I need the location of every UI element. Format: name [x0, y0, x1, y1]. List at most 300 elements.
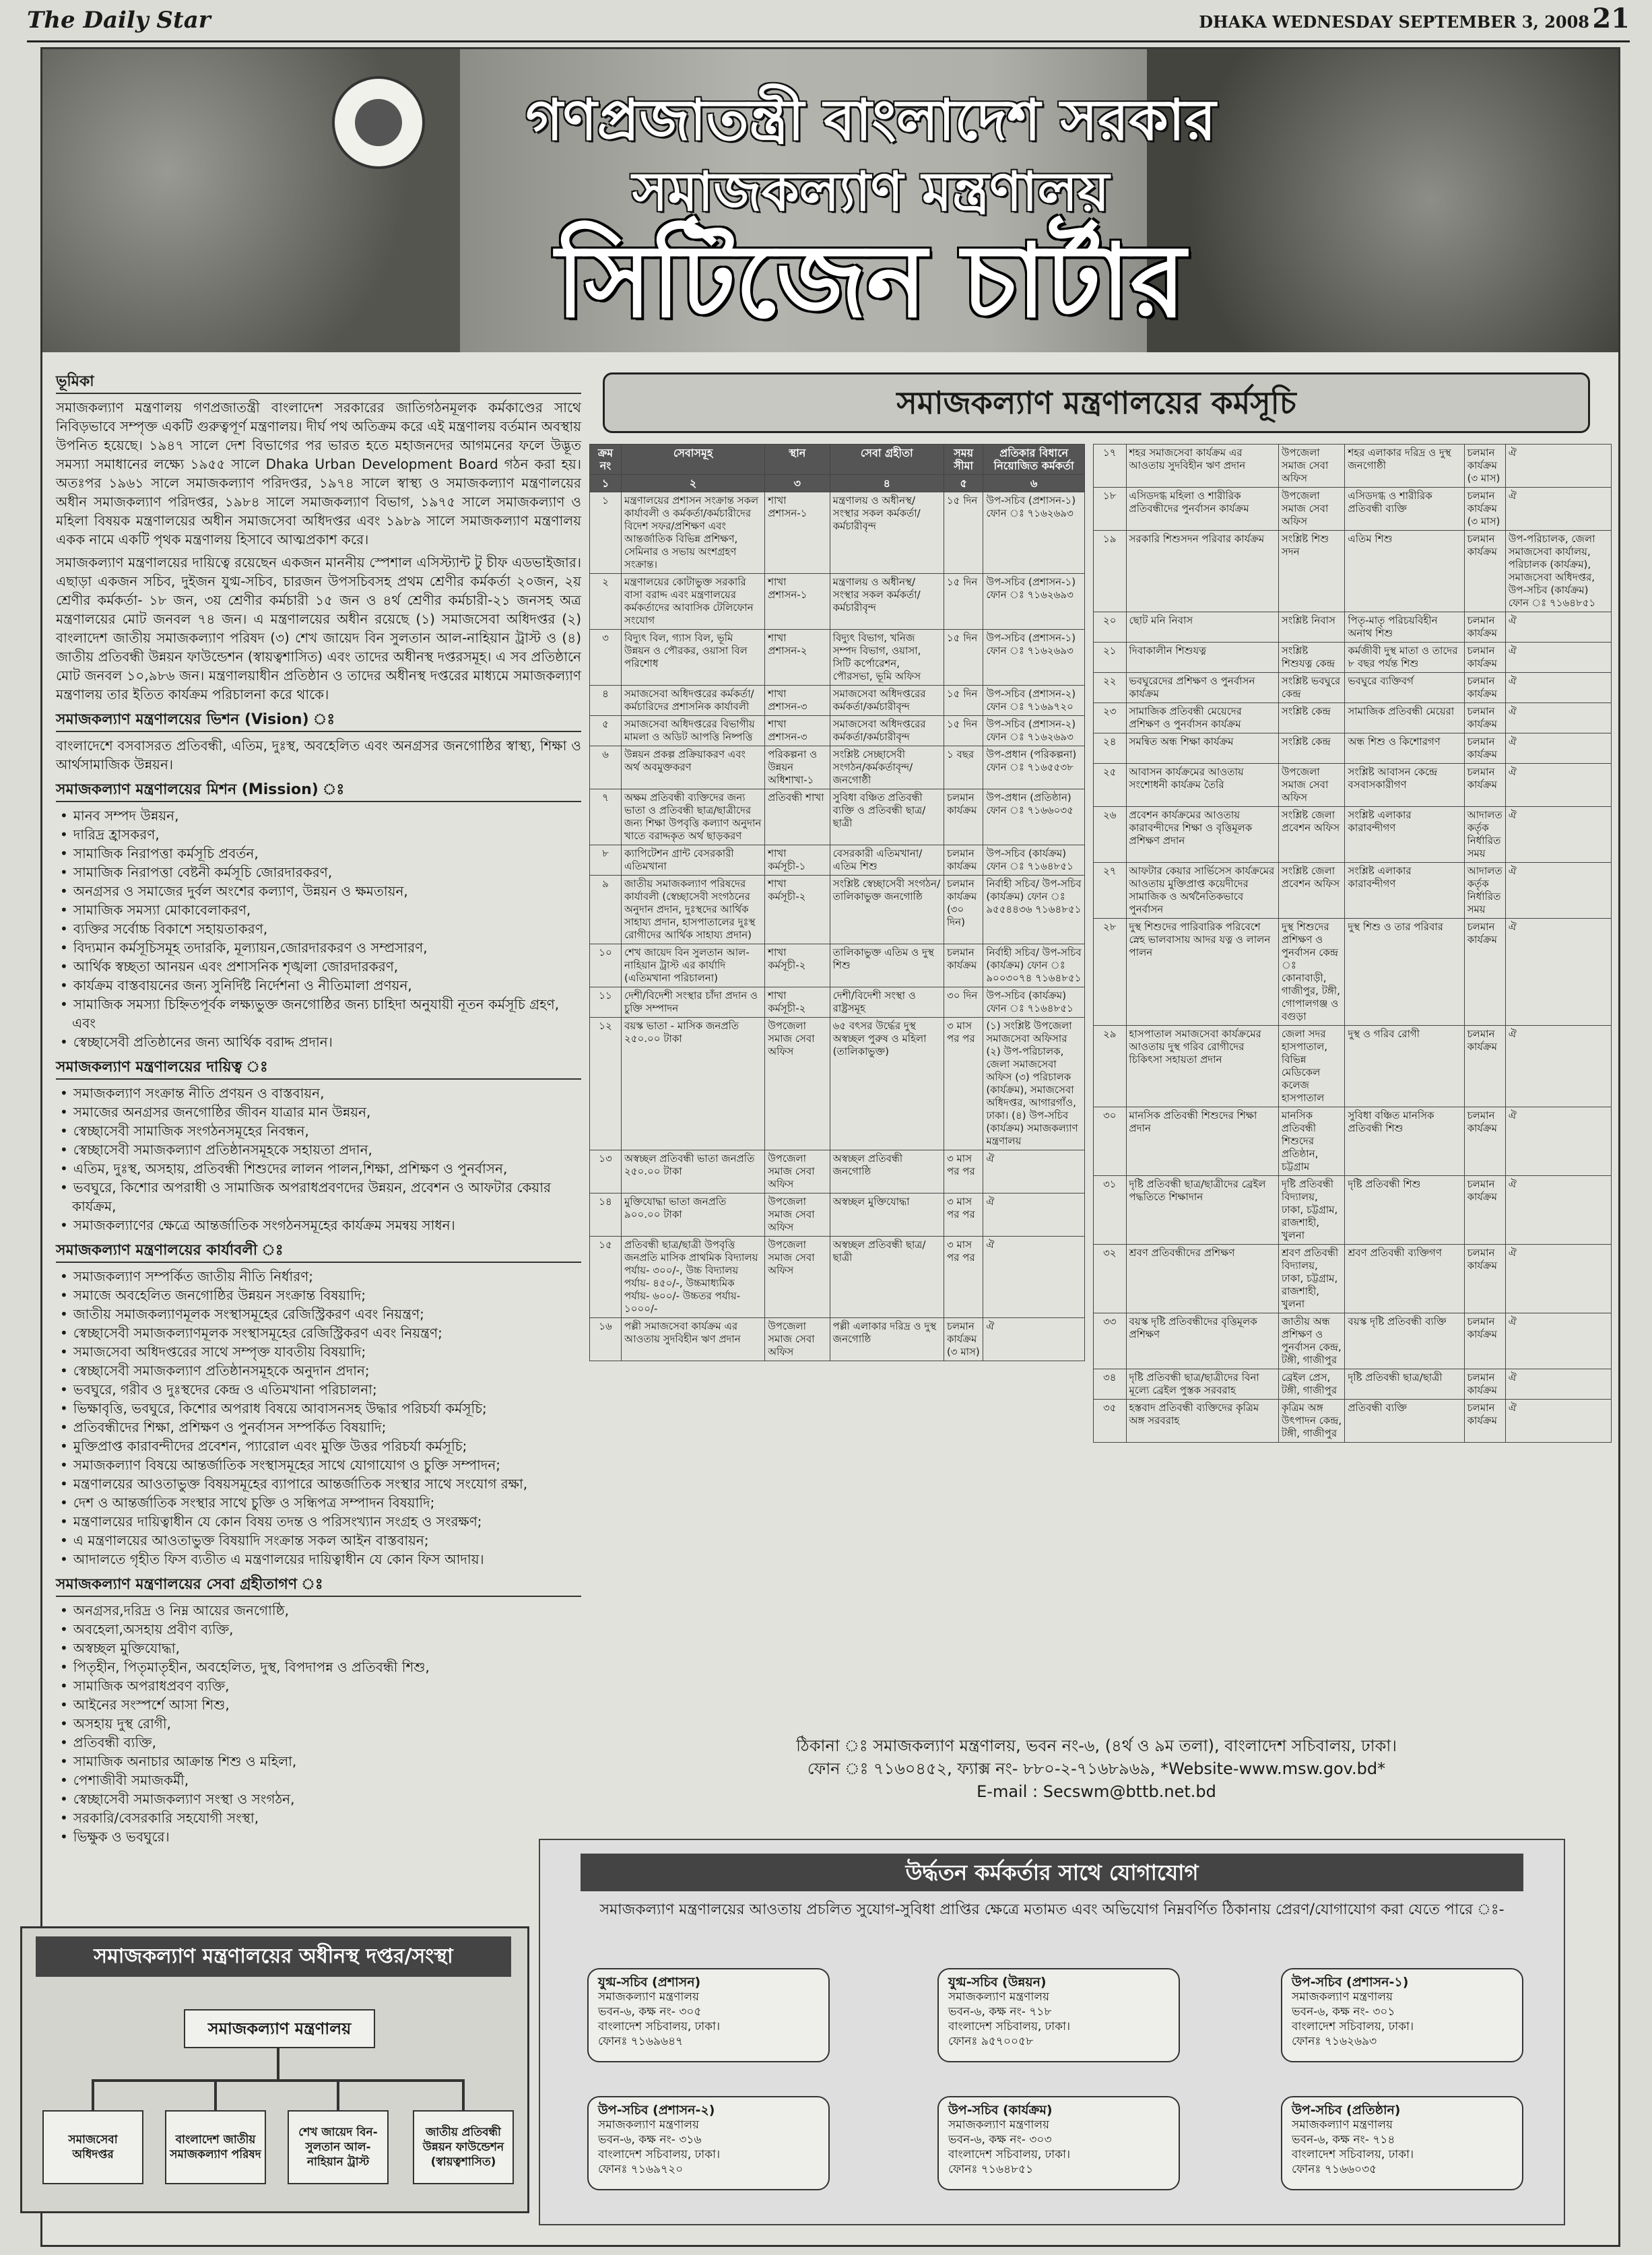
- table-cell: দেশী/বিদেশী সংস্থার চাঁদা প্রদান ও চুক্তি সম্পাদন: [622, 987, 765, 1018]
- list-item: • সমাজকল্যাণ বিষয়ে আন্তর্জাতিক সংস্থাসমূহের সাথে যোগাযোগ ও চুক্তি সম্পাদন;: [72, 1456, 581, 1474]
- table-cell: ঐ: [1505, 1026, 1611, 1107]
- table-cell: ২১: [1094, 643, 1127, 673]
- table-cell: চলমান কার্যক্রম: [1464, 673, 1505, 703]
- officer-contact-box: [937, 1968, 1180, 2062]
- table-cell: সংশ্লিষ্ট নিবাস: [1278, 612, 1345, 643]
- table-cell: চলমান কার্যক্রম: [944, 789, 983, 845]
- duties-heading: সমাজকল্যাণ মন্ত্রণালয়ের দায়িত্ব ঃ: [56, 1058, 581, 1080]
- table-cell: ৩১: [1094, 1176, 1127, 1245]
- table-cell: ২৬: [1094, 807, 1127, 863]
- org-unit-box: জাতীয় প্রতিবন্ধী উন্নয়ন ফাউন্ডেশন (স্বায়ত্বশাসিত): [413, 2110, 514, 2184]
- officer-detail: ফোনঃ ৭১৬২৬৯৩: [1292, 2035, 1377, 2048]
- table-cell: উপ-সচিব (প্রশাসন-২) ফোন ঃ ৭১৬৯৭২০: [983, 686, 1085, 716]
- list-item: • সমাজে অবহেলিত জনগোষ্ঠির উন্নয়ন সংক্রান্ত বিষয়াদি;: [72, 1286, 581, 1305]
- table-cell: সমাজসেবা অধিদপ্তরের কর্মকর্তা/কর্মচারীবৃন্দ: [830, 686, 944, 716]
- officer-contact-box: [1281, 1968, 1523, 2062]
- mission-list: [56, 806, 581, 1051]
- table-cell: শ্রবণ প্রতিবন্ধী ব্যক্তিগণ: [1345, 1245, 1464, 1313]
- officer-detail: বাংলাদেশ সচিবালয়, ঢাকা।: [1292, 2148, 1414, 2161]
- table-cell: চলমান কার্যক্রম: [1464, 1369, 1505, 1400]
- table-cell: উপ-সচিব (প্রশাসন-১) ফোন ঃ ৭১৬২৬৯৩: [983, 492, 1085, 574]
- officer-detail: বাংলাদেশ সচিবালয়, ঢাকা।: [948, 2020, 1071, 2033]
- table-cell: ১৩: [590, 1150, 622, 1194]
- table-cell: সামাজিক প্রতিবন্ধী মেয়েদের প্রশিক্ষণ ও পুনর্বাসন কার্যক্রম: [1126, 703, 1278, 733]
- officer-detail: সমাজকল্যাণ মন্ত্রণালয়: [1292, 1990, 1393, 2004]
- org-unit-box: বাংলাদেশ জাতীয় সমাজকল্যাণ পরিষদ: [165, 2110, 266, 2184]
- table-cell: চলমান কার্যক্রম: [1464, 1026, 1505, 1107]
- table-cell: উপ-পরিচালক, জেলা সমাজসেবা কার্যালয়, পরিচালক (কার্যক্রম), সমাজসেবা অধিদপ্তর, উপ-সচিব (কার্যক্রম) ফোন ঃ ৭১৬৪৮৫১: [1505, 531, 1611, 612]
- officer-detail: বাংলাদেশ সচিবালয়, ঢাকা।: [948, 2148, 1071, 2161]
- table-cell: ৬: [590, 746, 622, 789]
- list-item: • ভিক্ষুক ও ভবঘুরে।: [72, 1827, 581, 1846]
- newspaper-name: The Daily Star: [27, 7, 211, 34]
- org-ministry-box: সমাজকল্যাণ মন্ত্রণালয়: [184, 2009, 375, 2048]
- table-cell: তালিকাভুক্ত এতিম ও দুস্থ শিশু: [830, 944, 944, 987]
- table-row: [1094, 863, 1612, 919]
- recipients-heading: সমাজকল্যাণ মন্ত্রণালয়ের সেবা গ্রহীতাগণ ঃ: [56, 1575, 581, 1597]
- table-cell: শহর এলাকার দরিদ্র ও দুস্থ জনগোষ্ঠী: [1345, 445, 1464, 488]
- list-item: • সরকারি/বেসরকারি সহযোগী সংস্থা,: [72, 1808, 581, 1827]
- table-cell: উপজেলা সমাজ সেবা অফিস: [765, 1237, 830, 1318]
- table-cell: সংশ্লিষ্ট স্বেচ্ছাসেবী সংগঠন/তালিকাভুক্ত জনগোষ্ঠি: [830, 876, 944, 944]
- list-item: • অবহেলা,অসহায় প্রবীণ ব্যক্তি,: [72, 1620, 581, 1639]
- table-row: [1094, 1313, 1612, 1369]
- officer-detail: ফোনঃ ৭১৬৯৭২০: [598, 2163, 684, 2176]
- table-cell: ৫: [590, 716, 622, 746]
- table-cell: চলমান কার্যক্রম: [1464, 1245, 1505, 1313]
- contact-intro: সমাজকল্যাণ মন্ত্রণালয়ের আওতায় প্রচলিত সুযোগ-সুবিধা প্রাপ্তির ক্ষেত্রে মতামত এবং অভিযোগ নিম্নবর্ণিত ঠিকানায় প্রেরণ/যোগাযোগ করা যেতে পারে ঃ-: [599, 1901, 1505, 1918]
- table-cell: ১ বছর: [944, 746, 983, 789]
- org-chart-title: সমাজকল্যাণ মন্ত্রণালয়ের অধীনস্থ দপ্তর/সংস্থা: [36, 1936, 511, 1977]
- org-chart: [20, 1926, 529, 2213]
- table-cell: উপ-সচিব (প্রশাসন-২) ফোন ঃ ৭১৬২৬৯৩: [983, 716, 1085, 746]
- table-cell: ভবঘুরেদের প্রশিক্ষণ ও পুনর্বাসন কার্যক্রম: [1126, 673, 1278, 703]
- table-cell: অস্বচ্ছল প্রতিবন্ধী ছাত্র/ছাত্রী: [830, 1237, 944, 1318]
- table-cell: ঐ: [1505, 643, 1611, 673]
- list-item: • দারিদ্র হ্রাসকরণ,: [72, 825, 581, 844]
- mission-heading: সমাজকল্যাণ মন্ত্রণালয়ের মিশন (Mission) ঃ: [56, 781, 581, 802]
- table-cell: ৩৫: [1094, 1400, 1127, 1443]
- program-title: সমাজকল্যাণ মন্ত্রণালয়ের কর্মসূচি: [603, 372, 1590, 433]
- table-row: [1094, 764, 1612, 807]
- table-cell: ১৫ দিন: [944, 492, 983, 574]
- table-cell: ৪: [590, 686, 622, 716]
- list-item: • সামাজিক নিরাপত্তা কর্মসূচি প্রবর্তন,: [72, 844, 581, 863]
- list-item: • এতিম, দুঃস্থ, অসহায়, প্রতিবন্ধী শিশুদের লালন পালন,শিক্ষা, প্রশিক্ষণ ও পুনর্বাসন,: [72, 1159, 581, 1178]
- phone-line: ফোন ঃ ৭১৬০৪৫২, ফ্যাক্স নং- ৮৮০-২-৭১৬৮৯৬৯, *Website-www.msw.gov.bd*: [807, 1759, 1386, 1778]
- table-row: [1094, 643, 1612, 673]
- col-timeline: সময় সীমা: [944, 445, 983, 475]
- table-cell: দুস্থ শিশু ও তার পরিবার: [1345, 919, 1464, 1026]
- table-cell: বয়স্ক দৃষ্টি প্রতিবন্ধী ব্যক্তি: [1345, 1313, 1464, 1369]
- list-item: • ব্যক্তির সর্বোচ্চ বিকাশে সহায়তাকরণ,: [72, 919, 581, 938]
- table-cell: ঐ: [1505, 1313, 1611, 1369]
- table-cell: প্রতিবন্ধী ব্যক্তি: [1345, 1400, 1464, 1443]
- officer-detail: ভবন-৬, কক্ষ নং- ৩১৬: [598, 2133, 702, 2147]
- table-header-numbers: [590, 475, 1085, 492]
- table-cell: শেখ জায়েদ বিন সুলতান আল-নাহিয়ান ট্রাস্ট এর কার্যাদি (এতিমখানা পরিচালনা): [622, 944, 765, 987]
- intro-paragraph: সমাজকল্যাণ মন্ত্রণালয় গণপ্রজাতন্ত্রী বাংলাদেশ সরকারের জাতিগঠনমূলক কর্মকাণ্ডের সাথে নিবিড়ভাবে সম্পৃক্ত একটি গুরুত্বপূর্ণ মন্ত্রণালয়। দীর্ঘ পথ অতিক্রম করে এই মন্ত্রণালয় বর্তমান অবস্থায় উপনিত হয়েছে। ১৯৪৭ সালে দেশ বিভাগের পর ভারত হতে মহাজনদের আগমনের ফলে উদ্ভূত সমস্যা সমাধানের লক্ষ্যে ১৯৫৫ সালে Dhaka Urban Development Board গঠন করা হয়। অতঃপর ১৯৬১ সালে সমাজকল্যাণ পরিদপ্তর, ১৯৭৪ সালে স্বাস্থ্য ও সমাজকল্যাণ মন্ত্রণালয়ের অধীন সমাজকল্যাণ পরিদপ্তর, ১৯৮৪ সালে সমাজকল্যাণ বিভাগ, ১৯৭৫ সালে সমাজকল্যাণ ও মহিলা বিষয়ক মন্ত্রণালয়ের অধীন সমাজসেবা অধিদপ্তর এবং ১৯৮৯ সালে সমাজকল্যাণ মন্ত্রণালয় একক নামে একটি পৃথক মন্ত্রণালয় হিসাবে আত্মপ্রকাশ করে।: [56, 399, 581, 548]
- table-cell: চলমান কার্যক্রম: [1464, 919, 1505, 1026]
- ministry-address: [581, 1734, 1612, 1803]
- officer-detail: ভবন-৬, কক্ষ নং- ৩০১: [1292, 2005, 1395, 2019]
- table-cell: ১৫ দিন: [944, 630, 983, 686]
- table-cell: মানসিক প্রতিবন্ধী শিশুদের শিক্ষা প্রদান: [1126, 1107, 1278, 1176]
- table-cell: ৩ মাস পর পর: [944, 1150, 983, 1194]
- org-unit-box: সমাজসেবা অধিদপ্তর: [42, 2110, 143, 2184]
- table-cell: ১৫ দিন: [944, 716, 983, 746]
- table-cell: ঐ: [983, 1318, 1085, 1361]
- table-cell: ৩ মাস পর পর: [944, 1018, 983, 1150]
- table-cell: প্রবেশন কার্যক্রমের আওতায় কারাবন্দীদের শিক্ষা ও বৃত্তিমূলক প্রশিক্ষণ প্রদান: [1126, 807, 1278, 863]
- table-cell: চলমান কার্যক্রম: [1464, 764, 1505, 807]
- table-cell: ৩০ দিন: [944, 987, 983, 1018]
- table-cell: শাখা কর্মসূচী-২: [765, 944, 830, 987]
- list-item: • প্রতিবন্ধীদের শিক্ষা, প্রশিক্ষণ ও পুনর্বাসন সম্পর্কিত বিষয়াদি;: [72, 1418, 581, 1437]
- table-cell: পল্লী এলাকার দরিদ্র ও দুস্থ জনগোষ্ঠি: [830, 1318, 944, 1361]
- table-cell: নির্বাহী সচিব/ উপ-সচিব (কার্যক্রম) ফোন ঃ ৯০০৩০৭৪ ৭১৬৪৮৫১: [983, 944, 1085, 987]
- officer-detail: ফোনঃ ৭১৬৯৬৪৭: [598, 2035, 684, 2048]
- list-item: • প্রতিবন্ধী ব্যক্তি,: [72, 1733, 581, 1752]
- table-cell: উপ-সচিব (কার্যক্রম) ফোন ঃ ৭১৬৪৮৫১: [983, 845, 1085, 876]
- table-cell: ১২: [590, 1018, 622, 1150]
- table-cell: ৩ মাস পর পর: [944, 1237, 983, 1318]
- list-item: • স্বেচ্ছাসেবী সামাজিক সংগঠনসমূহের নিবন্ধন,: [72, 1121, 581, 1140]
- table-cell: উপজেলা সমাজ সেবা অফিস: [1278, 764, 1345, 807]
- col-serial: ক্রম নং: [590, 445, 622, 475]
- table-cell: মন্ত্রণালয় ও অধীনস্থ/সংস্থার সকল কর্মকর্তা/কর্মচারীবৃন্দ: [830, 574, 944, 630]
- table-cell: বয়স্ক ভাতা - মাসিক জনপ্রতি ২৫০.০০ টাকা: [622, 1018, 765, 1150]
- table-row: [590, 1318, 1085, 1361]
- table-cell: এসিডদগ্ধ মহিলা ও শারীরিক প্রতিবন্ধীদের পুনর্বাসন কার্যক্রম: [1126, 488, 1278, 531]
- table-row: [590, 716, 1085, 746]
- list-item: • স্বেচ্ছাসেবী সমাজকল্যাণ প্রতিষ্ঠানসমূহকে অনুদান প্রদান;: [72, 1361, 581, 1380]
- table-cell: নির্বাহী সচিব/ উপ-সচিব (কার্যক্রম) ফোন ঃ ৯৫৫৪৪৩৬ ৭১৬৪৮৫১: [983, 876, 1085, 944]
- table-cell: চলমান কার্যক্রম: [1464, 733, 1505, 764]
- table-cell: ঐ: [1505, 488, 1611, 531]
- table-cell: চলমান কার্যক্রম (৩ মাস): [944, 1318, 983, 1361]
- email-line: E-mail : Secswm@bttb.net.bd: [977, 1782, 1216, 1801]
- officer-detail: বাংলাদেশ সচিবালয়, ঢাকা।: [1292, 2020, 1414, 2033]
- list-item: • পেশাজীবী সমাজকর্মী,: [72, 1771, 581, 1790]
- intro-heading: ভূমিকা: [56, 372, 581, 394]
- table-cell: চলমান কার্যক্রম: [1464, 612, 1505, 643]
- org-unit-box: শেখ জায়েদ বিন-সুলতান আল-নাহিয়ান ট্রাস্ট: [288, 2110, 389, 2184]
- table-cell: উপজেলা সমাজ সেবা অফিস: [765, 1194, 830, 1237]
- col-service: সেবাসমূহ: [622, 445, 765, 475]
- table-cell: অস্বচ্ছল মুক্তিযোদ্ধা: [830, 1194, 944, 1237]
- table-cell: শ্রবণ প্রতিবন্ধী বিদ্যালয়, ঢাকা, চট্টগ্রাম, রাজশাহী, খুলনা: [1278, 1245, 1345, 1313]
- table-cell: চলমান কার্যক্রম: [1464, 703, 1505, 733]
- col-num: ৬: [983, 475, 1085, 492]
- table-cell: ঐ: [1505, 612, 1611, 643]
- table-cell: দুস্থ শিশুদের পারিবারিক পরিবেশে স্নেহ ভালবাসায় আদর যত্ন ও লালন পালন: [1126, 919, 1278, 1026]
- table-cell: বয়স্ক দৃষ্টি প্রতিবন্ধীদের বৃত্তিমূলক প্রশিক্ষণ: [1126, 1313, 1278, 1369]
- table-cell: পরিকল্পনা ও উন্নয়ন অধিশাখা-১: [765, 746, 830, 789]
- table-cell: শাখা কর্মসূচী-১: [765, 845, 830, 876]
- table-cell: আদালত কর্তৃক নির্ধারিত সময়: [1464, 807, 1505, 863]
- table-cell: উপ-প্রধান (পরিকল্পনা) ফোন ঃ ৭১৬৫৫৩৮: [983, 746, 1085, 789]
- table-row: [590, 746, 1085, 789]
- vision-heading: সমাজকল্যাণ মন্ত্রণালয়ের ভিশন (Vision) ঃ: [56, 711, 581, 732]
- table-cell: হাসপাতাল সমাজসেবা কার্যক্রমের আওতায় দুস্থ গরিব রোগীদের চিকিৎসা সহায়তা প্রদান: [1126, 1026, 1278, 1107]
- masthead: [27, 3, 1630, 42]
- table-cell: চলমান কার্যক্রম: [1464, 1313, 1505, 1369]
- table-cell: ছোট মনি নিবাস: [1126, 612, 1278, 643]
- table-row: [590, 492, 1085, 574]
- list-item: • সামাজিক সমস্যা চিহ্নিতপূর্বক লক্ষ্যভুক্ত জনগোষ্ঠির জন্য চাহিদা অনুযায়ী নূতন কর্মসূচি গ্রহণ, এবং: [72, 995, 581, 1033]
- table-cell: চলমান কার্যক্রম (৩ মাস): [1464, 488, 1505, 531]
- table-cell: উপজেলা সমাজ সেবা অফিস: [765, 1318, 830, 1361]
- list-item: • ভিক্ষাবৃত্তি, ভবঘুরে, কিশোর অপরাধ বিষয়ে আবাসনসহ উদ্ধার পরিচর্যা কর্মসূচি;: [72, 1399, 581, 1418]
- col-recipient: সেবা গ্রহীতা: [830, 445, 944, 475]
- table-cell: সমাজসেবা অধিদপ্তরের কর্মকর্তা/কর্মচারিদের প্রশাসনিক কার্যাবলী: [622, 686, 765, 716]
- list-item: • স্বেচ্ছাসেবী সমাজকল্যাণমূলক সংস্থাসমূহের রেজিস্ট্রিকরণ এবং নিয়ন্ত্রণ;: [72, 1323, 581, 1342]
- table-cell: ৩৩: [1094, 1313, 1127, 1369]
- table-cell: মুক্তিযোদ্ধা ভাতা জনপ্রতি ৯০০.০০ টাকা: [622, 1194, 765, 1237]
- table-cell: কর্মজীবী দুস্থ মাতা ও তাদের ৮ বছর পর্যন্ত শিশু: [1345, 643, 1464, 673]
- table-cell: উন্নয়ন প্রকল্প প্রক্রিয়াকরণ এবং অর্থ অবমুক্তকরণ: [622, 746, 765, 789]
- table-row: [1094, 733, 1612, 764]
- list-item: • সমাজকল্যাণ সম্পর্কিত জাতীয় নীতি নির্ধারণ;: [72, 1267, 581, 1286]
- table-row: [1094, 488, 1612, 531]
- table-cell: ঐ: [1505, 863, 1611, 919]
- list-item: • ভবঘুরে, কিশোর অপরাধী ও সামাজিক অপরাধপ্রবণদের উন্নয়ন, প্রবেশন ও আফটার কেয়ার কার্যক্রম,: [72, 1178, 581, 1216]
- col-num: ৩: [765, 475, 830, 492]
- officer-contact-box: [587, 2096, 830, 2190]
- table-cell: জাতীয় সমাজকল্যাণ পরিষদের কার্যাবলী (স্বেচ্ছাসেবী সংগঠনের অনুদান প্রদান, দুঃস্থদের আর্থিক সাহায্য প্রদান, হাসপাতালের দুঃস্থ রোগীদের আর্থিক সাহায্য প্রদান): [622, 876, 765, 944]
- table-cell: জেলা সদর হাসপাতাল, বিভিন্ন মেডিকেল কলেজ হাসপাতাল: [1278, 1026, 1345, 1107]
- table-cell: অন্ধ শিশু ও কিশোরগণ: [1345, 733, 1464, 764]
- table-cell: সমাজসেবা অধিদপ্তরের বিভাগীয় মামলা ও অডিট আপত্তি নিষ্পত্তি: [622, 716, 765, 746]
- table-row: [1094, 1026, 1612, 1107]
- table-cell: বিদ্যুৎ বিল, গ্যাস বিল, ভূমি উন্নয়ন ও পৌরকর, ওয়াসা বিল পরিশোধ: [622, 630, 765, 686]
- page-number: 21: [1592, 3, 1630, 34]
- list-item: • সমাজের অনগ্রসর জনগোষ্ঠির জীবন যাত্রার মান উন্নয়ন,: [72, 1103, 581, 1121]
- officer-detail: সমাজকল্যাণ মন্ত্রণালয়: [598, 1990, 700, 2004]
- left-column: [42, 366, 581, 1846]
- org-connector: [214, 2079, 217, 2110]
- list-item: • স্বেচ্ছাসেবী সমাজকল্যাণ প্রতিষ্ঠানসমূহকে সহায়তা প্রদান,: [72, 1140, 581, 1159]
- table-row: [590, 845, 1085, 876]
- officer-title: যুগ্ম-সচিব (প্রশাসন): [598, 1975, 701, 1990]
- table-row: [1094, 807, 1612, 863]
- officer-detail: সমাজকল্যাণ মন্ত্রণালয়: [1292, 2118, 1393, 2132]
- table-cell: ১৫ দিন: [944, 574, 983, 630]
- org-connector: [277, 2047, 279, 2081]
- col-num: ১: [590, 475, 622, 492]
- table-cell: ৮: [590, 845, 622, 876]
- officer-detail: ভবন-৬, কক্ষ নং- ৭১৮: [948, 2005, 1052, 2019]
- table-cell: ১৫ দিন: [944, 686, 983, 716]
- table-cell: দিবাকালীন শিশুযত্ন: [1126, 643, 1278, 673]
- list-item: • দেশ ও আন্তর্জাতিক সংস্থার সাথে চুক্তি ও সন্ধিপত্র সম্পাদন বিষয়াদি;: [72, 1493, 581, 1512]
- table-cell: চলমান কার্যক্রম: [944, 845, 983, 876]
- table-cell: শাখা প্রশাসন-১: [765, 492, 830, 574]
- col-place: স্থান: [765, 445, 830, 475]
- table-cell: ৩২: [1094, 1245, 1127, 1313]
- table-cell: শাখা প্রশাসন-৩: [765, 716, 830, 746]
- org-connector: [337, 2079, 339, 2110]
- table-cell: প্রতিবন্ধী ছাত্র/ছাত্রী উপবৃত্তি জনপ্রতি মাসিক প্রাথমিক বিদ্যালয় পর্যায়- ৩০০/-, উচ্চ বিদ্যালয় পর্যায়- ৪৫০/-, উচ্চমাধ্যমিক পর্যায়- ৬০০/- উচ্চতর পর্যায়- ১০০০/-: [622, 1237, 765, 1318]
- table-row: [1094, 1176, 1612, 1245]
- table-row: [590, 944, 1085, 987]
- table-cell: আফটার কেয়ার সার্ভিসেস কার্যক্রমের আওতায় মুক্তিপ্রাপ্ত কয়েদীদের সামাজিক ও অর্থনৈতিকভাবে পুনর্বাসন: [1126, 863, 1278, 919]
- table-cell: ঐ: [1505, 764, 1611, 807]
- table-cell: ৬৫ বৎসর উর্দ্ধের দুস্থ অস্বচ্ছল পুরুষ ও মহিলা (তালিকাভুক্ত): [830, 1018, 944, 1150]
- table-cell: মন্ত্রণালয়ের কোটাভুক্ত সরকারি বাসা বরাদ্দ এবং মন্ত্রণালয়ের কর্মকর্তাদের আবাসিক টেলিফোন সংযোগ: [622, 574, 765, 630]
- program-table-left: [589, 444, 1085, 1361]
- banner-government: গণপ্রজাতন্ত্রী বাংলাদেশ সরকার: [525, 87, 1216, 153]
- table-cell: চলমান কার্যক্রম (৩ মাস): [1464, 445, 1505, 488]
- table-cell: ১১: [590, 987, 622, 1018]
- officer-detail: ফোনঃ ৭১৬৪৮৫১: [948, 2163, 1034, 2176]
- table-cell: উপজেলা সমাজ সেবা অফিস: [765, 1018, 830, 1150]
- table-cell: কৃত্রিম অঙ্গ উৎপাদন কেন্দ্র, টঙ্গী, গাজীপুর: [1278, 1400, 1345, 1443]
- table-cell: দেশী/বিদেশী সংস্থা ও রাষ্ট্রসমূহ: [830, 987, 944, 1018]
- list-item: • মন্ত্রণালয়ের দায়িত্বাধীন যে কোন বিষয় তদন্ত ও পরিসংখ্যান সংগ্রহ ও সংরক্ষণ;: [72, 1512, 581, 1531]
- table-cell: অস্বচ্ছল প্রতিবন্ধী ভাতা জনপ্রতি ২৫০.০০ টাকা: [622, 1150, 765, 1194]
- table-row: [590, 1150, 1085, 1194]
- table-cell: ঐ: [1505, 919, 1611, 1026]
- officer-title: উপ-সচিব (প্রশাসন-২): [598, 2103, 715, 2118]
- table-cell: উপ-সচিব (কার্যক্রম) ফোন ঃ ৭১৬৪৮৫১: [983, 987, 1085, 1018]
- table-cell: ১৭: [1094, 445, 1127, 488]
- col-officer: প্রতিকার বিধানে নিয়োজিত কর্মকর্তা: [983, 445, 1085, 475]
- table-cell: এতিম শিশু: [1345, 531, 1464, 612]
- table-cell: আবাসন কার্যক্রমের আওতায় সংশোধনী কার্যক্রম তৈরি: [1126, 764, 1278, 807]
- officer-title: উপ-সচিব (প্রতিষ্ঠান): [1292, 2103, 1401, 2118]
- activities-list: [56, 1267, 581, 1569]
- officer-contact-box: [587, 1968, 830, 2062]
- col-num: ৪: [830, 475, 944, 492]
- officer-title: উপ-সচিব (প্রশাসন-১): [1292, 1975, 1409, 1990]
- table-row: [590, 1018, 1085, 1150]
- table-row: [1094, 919, 1612, 1026]
- dateline: DHAKA WEDNESDAY SEPTEMBER 3, 2008: [1199, 12, 1589, 32]
- table-cell: সংশ্লিষ্ট শিশু সদন: [1278, 531, 1345, 612]
- list-item: • সমাজসেবা অধিদপ্তরের সাথে সম্পৃক্ত যাবতীয় বিষয়াদি;: [72, 1342, 581, 1361]
- table-cell: চলমান কার্যক্রম: [1464, 1176, 1505, 1245]
- table-cell: ৩ মাস পর পর: [944, 1194, 983, 1237]
- list-item: • বিদ্যমান কর্মসূচিসমূহ তদারকি, মূল্যায়ন,জোরদারকরণ ও সম্প্রসারণ,: [72, 938, 581, 957]
- officer-contact-box: [1281, 2096, 1523, 2190]
- table-row: [1094, 1107, 1612, 1176]
- table-cell: সংশ্লিষ্ট কেন্দ্র: [1278, 703, 1345, 733]
- officer-detail: বাংলাদেশ সচিবালয়, ঢাকা।: [598, 2020, 721, 2033]
- table-cell: ঐ: [1505, 1400, 1611, 1443]
- officer-detail: ফোনঃ ৯৫৭০০৫৮: [948, 2035, 1034, 2048]
- table-cell: সুবিধা বঞ্চিত মানসিক প্রতিবন্ধী শিশু: [1345, 1107, 1464, 1176]
- table-cell: আদালত কর্তৃক নির্ধারিত সময়: [1464, 863, 1505, 919]
- officer-detail: সমাজকল্যাণ মন্ত্রণালয়: [598, 2118, 700, 2132]
- table-cell: ৩০: [1094, 1107, 1127, 1176]
- table-row: [1094, 1400, 1612, 1443]
- col-num: ২: [622, 475, 765, 492]
- table-cell: শহর সমাজসেবা কার্যক্রম এর আওতায় সুদবিহীন ঋণ প্রদান: [1126, 445, 1278, 488]
- table-cell: সমন্বিত অন্ধ শিক্ষা কার্যক্রম: [1126, 733, 1278, 764]
- officer-detail: ফোনঃ ৭১৬৬০৩৫: [1292, 2163, 1377, 2176]
- table-cell: উপ-সচিব (প্রশাসন-১) ফোন ঃ ৭১৬২৬৯৩: [983, 574, 1085, 630]
- table-cell: ৯: [590, 876, 622, 944]
- table-cell: ঐ: [1505, 1245, 1611, 1313]
- table-cell: শ্রবণ প্রতিবন্ধীদের প্রশিক্ষণ: [1126, 1245, 1278, 1313]
- table-cell: উপজেলা সমাজ সেবা অফিস: [1278, 445, 1345, 488]
- table-cell: উপজেলা সমাজ সেবা অফিস: [1278, 488, 1345, 531]
- table-cell: মন্ত্রণালয় ও অধীনস্থ/সংস্থার সকল কর্মকর্তা/কর্মচারীবৃন্দ: [830, 492, 944, 574]
- table-cell: সুবিধা বঞ্চিত প্রতিবন্ধী ব্যক্তি ও প্রতিবন্ধী ছাত্র/ছাত্রী: [830, 789, 944, 845]
- list-item: • মানব সম্পদ উন্নয়ন,: [72, 806, 581, 825]
- banner-ministry: সমাজকল্যাণ মন্ত্রণালয়: [632, 160, 1110, 223]
- table-cell: ২৯: [1094, 1026, 1127, 1107]
- table-cell: ২৪: [1094, 733, 1127, 764]
- table-cell: সংশ্লিষ্ট জেলা প্রবেশন অফিস: [1278, 863, 1345, 919]
- list-item: • স্বেচ্ছাসেবী সমাজকল্যাণ সংস্থা ও সংগঠন,: [72, 1790, 581, 1808]
- table-cell: ২৮: [1094, 919, 1127, 1026]
- table-cell: উপ-প্রধান (প্রতিষ্ঠান) ফোন ঃ ৭১৬৬০৩৫: [983, 789, 1085, 845]
- list-item: • সামাজিক সমস্যা মোকাবেলাকরণ,: [72, 901, 581, 919]
- table-cell: ঐ: [1505, 807, 1611, 863]
- table-cell: সংশ্লিষ্ট শিশুযত্ন কেন্দ্র: [1278, 643, 1345, 673]
- table-cell: সংশ্লিষ্ট সেচ্ছাসেবী সংগঠন/কর্মকর্তাবৃন্দ/জনগোষ্ঠী: [830, 746, 944, 789]
- table-row: [590, 876, 1085, 944]
- table-cell: ঐ: [983, 1237, 1085, 1318]
- table-cell: ঐ: [1505, 445, 1611, 488]
- duties-list: [56, 1084, 581, 1235]
- table-cell: বেসরকারী এতিমখানা/এতিম শিশু: [830, 845, 944, 876]
- table-row: [1094, 445, 1612, 488]
- list-item: • মন্ত্রণালয়ের আওতাভুক্ত বিষয়সমূহের ব্যাপারে আন্তর্জাতিক সংস্থার সাথে সংযোগ রক্ষা,: [72, 1474, 581, 1493]
- table-cell: ব্রেইল প্রেস, টঙ্গী, গাজীপুর: [1278, 1369, 1345, 1400]
- list-item: • মুক্তিপ্রাপ্ত কারাবন্দীদের প্রবেশন, প্যারোল এবং মুক্তি উত্তর পরিচর্যা কর্মসূচি;: [72, 1437, 581, 1456]
- banner: [42, 49, 1618, 352]
- list-item: • অনগ্রসর ও সমাজের দুর্বল অংশের কল্যাণ, উন্নয়ন ও ক্ষমতায়ন,: [72, 882, 581, 901]
- table-cell: ৭: [590, 789, 622, 845]
- table-cell: সামাজিক প্রতিবন্ধী মেয়েরা: [1345, 703, 1464, 733]
- table-cell: ভবঘুরে ব্যক্তিবর্গ: [1345, 673, 1464, 703]
- table-cell: দুস্থ ও গরিব রোগী: [1345, 1026, 1464, 1107]
- table-cell: ঐ: [1505, 1176, 1611, 1245]
- table-cell: পল্লী সমাজসেবা কার্যক্রম এর আওতায় সুদবিহীন ঋণ প্রদান: [622, 1318, 765, 1361]
- table-cell: ৩: [590, 630, 622, 686]
- table-cell: সংশ্লিষ্ট এলাকার কারাবন্দীগণ: [1345, 807, 1464, 863]
- table-cell: হস্তবাদ প্রতিবন্ধী ব্যক্তিদের কৃত্রিম অঙ্গ সরবরাহ: [1126, 1400, 1278, 1443]
- contact-section: [539, 1839, 1565, 2225]
- officer-detail: বাংলাদেশ সচিবালয়, ঢাকা।: [598, 2148, 721, 2161]
- table-cell: ঐ: [983, 1194, 1085, 1237]
- table-cell: ১৪: [590, 1194, 622, 1237]
- list-item: • ভবঘুরে, গরীব ও দুঃস্থদের কেন্দ্র ও এতিমখানা পরিচালনা;: [72, 1380, 581, 1399]
- table-cell: সংশ্লিষ্ট জেলা প্রবেশন অফিস: [1278, 807, 1345, 863]
- table-cell: চলমান কার্যক্রম: [1464, 1107, 1505, 1176]
- table-cell: দৃষ্টি প্রতিবন্ধী ছাত্র/ছাত্রী: [1345, 1369, 1464, 1400]
- list-item: • অনগ্রসর,দরিদ্র ও নিম্ন আয়ের জনগোষ্ঠি,: [72, 1601, 581, 1620]
- table-row: [590, 789, 1085, 845]
- table-cell: (১) সংশ্লিষ্ট উপজেলা সমাজসেবা অফিসার (২) উপ-পরিচালক, জেলা সমাজসেবা অফিস (৩) পরিচালক (কার্যক্রম), সমাজসেবা অধিদপ্তর, আগারগাঁও, ঢাকা। (৪) উপ-সচিব (কার্যক্রম) সমাজকল্যাণ মন্ত্রণালয়: [983, 1018, 1085, 1150]
- officer-detail: ভবন-৬, কক্ষ নং- ৩০৩: [948, 2133, 1052, 2147]
- table-cell: ২০: [1094, 612, 1127, 643]
- table-cell: জাতীয় অন্ধ প্রশিক্ষণ ও পুনর্বাসন কেন্দ্র, টঙ্গী, গাজীপুর: [1278, 1313, 1345, 1369]
- table-cell: চলমান কার্যক্রম: [1464, 643, 1505, 673]
- table-row: [1094, 673, 1612, 703]
- list-item: • কার্যক্রম বাস্তবায়নের জন্য সুনির্দিষ্ট নির্দেশনা ও নীতিমালা প্রণয়ন,: [72, 976, 581, 995]
- table-cell: ১০: [590, 944, 622, 987]
- table-cell: ঐ: [1505, 1107, 1611, 1176]
- officer-detail: ভবন-৬, কক্ষ নং- ৭১৪: [1292, 2133, 1395, 2147]
- table-cell: অক্ষম প্রতিবন্ধী ব্যক্তিদের জন্য ভাতা ও প্রতিবন্ধী ছাত্র/ছাত্রীদের জন্য শিক্ষা উপবৃত্তি কল্যাণ অনুদান খাতে বরাদ্দকৃত অর্থ ছাড়করণ: [622, 789, 765, 845]
- table-row: [590, 987, 1085, 1018]
- list-item: • অসহায় দুস্থ রোগী,: [72, 1714, 581, 1733]
